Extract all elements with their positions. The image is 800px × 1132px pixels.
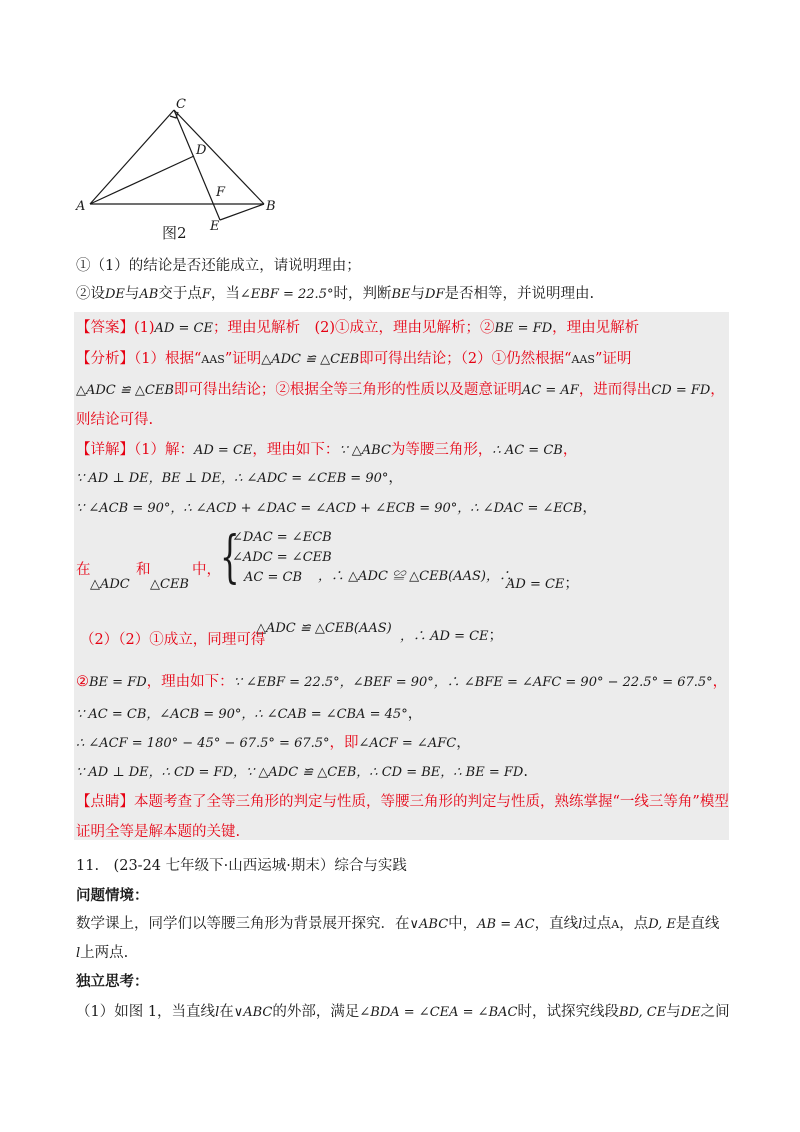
detail-line-4d: △CEB [150,577,189,592]
segment-ac [90,110,174,204]
question-1: ①（1）的结论是否还能成立，请说明理由； [76,258,361,274]
problem-11-heading: 11. (23-24 七年级下·山西运城·期末）综合与实践 [76,858,407,874]
analysis-line-3: 则结论可得. [76,412,154,428]
label-d: D [196,143,207,158]
detail-line-4a: 在 [76,562,91,578]
geometry-figure [70,96,290,236]
triangle-diagram [70,96,290,236]
system-brace: { [220,525,240,590]
segment-ad [90,156,194,204]
detail-line-4c: 和 [136,562,151,578]
detail-line-4b: △ADC [90,577,130,592]
segment-eb [220,204,264,220]
comment-line-1: 【点睛】本题考查了全等三角形的判定与性质，等腰三角形的判定与性质，熟练掌握“一线三等角”模型 [76,794,729,810]
system-eq-3: AC = CB [244,570,302,585]
figure-caption: 图2 [162,224,187,242]
detail-line-8: ∴ ∠ACF = 180° − 45° − 67.5° = 67.5°，即∠ACF = ∠AFC， [76,735,471,751]
detail-line-6: ②BE = FD，理由如下：∵ ∠EBF = 22.5°，∠BEF = 90°，∴ ∠BFE = ∠AFC = 90° − 22.5° = 67.5°， [76,674,728,690]
comment-line-2: 证明全等是解本题的关键. [76,824,241,840]
analysis-line-1: 【分析】（1）根据“AAS”证明△ADC ≌ △CEB即可得出结论；（2）①仍然根据“AAS”证明 [76,351,632,367]
question-2: ②设DE与AB交于点F，当∠EBF = 22.5°时，判断BE与DF是否相等，并说明理由. [76,286,595,302]
detail-line-4e: 中， [192,562,221,578]
detail-line-3: ∵ ∠ACB = 90°，∴ ∠ACD + ∠DAC = ∠ACD + ∠ECB = 90°，∴ ∠DAC = ∠ECB， [76,500,597,516]
problem-situation-line-1: 数学课上，同学们以等腰三角形为背景展开探究．在∨ABC中，AB = AC，直线l过点A，点D, E是直线 [76,916,720,932]
detail-line-9: ∵ AD ⊥ DE，∴ CD = FD，∵ △ADC ≌ △CEB，∴ CD = BE，∴ BE = FD. [76,764,528,780]
label-e: E [210,219,220,234]
label-c: C [176,97,186,112]
detail-line-4g: AD = CE； [506,576,579,592]
analysis-line-2: △ADC ≌ △CEB即可得出结论；②根据全等三角形的性质以及题意证明AC = AF，进而得出CD = FD， [76,382,725,398]
system-eq-2: ∠ADC = ∠CEB [232,550,332,565]
detail-line-1: 【详解】（1）解：AD = CE，理由如下：∵ △ABC为等腰三角形，∴ AC = CB， [76,442,578,458]
detail-line-2: ∵ AD ⊥ DE，BE ⊥ DE，∴ ∠ADC = ∠CEB = 90°， [76,470,403,486]
problem-situation-title: 问题情境： [76,887,149,904]
detail-line-4f: ，∴ △ADC ≌ △CEB(AAS)，∴ [318,569,512,584]
label-f: F [216,185,226,200]
detail-line-5b: （2）（2）①成立，同理可得 [80,632,266,648]
problem-situation-line-2: l上两点. [76,945,129,961]
detail-line-5c: ，∴ AD = CE； [400,628,504,644]
detail-line-5a: △ADC ≌ △CEB(AAS) [256,621,392,636]
system-eq-1: ∠DAC = ∠ECB [232,530,332,545]
answer-line: 【答案】(1)AD = CE；理由见解析 (2)①成立，理由见解析；②BE = FD，理由见解析 [76,320,640,336]
label-a: A [76,199,86,214]
label-b: B [266,199,276,214]
detail-line-7: ∵ AC = CB，∠ACB = 90°，∴ ∠CAB = ∠CBA = 45°， [76,706,423,722]
problem-think-line-1: （1）如图 1，当直线l在∨ABC的外部，满足∠BDA = ∠CEA = ∠BAC时，试探究线段BD, CE与DE之间 [76,1004,730,1020]
problem-think-title: 独立思考： [76,973,149,990]
